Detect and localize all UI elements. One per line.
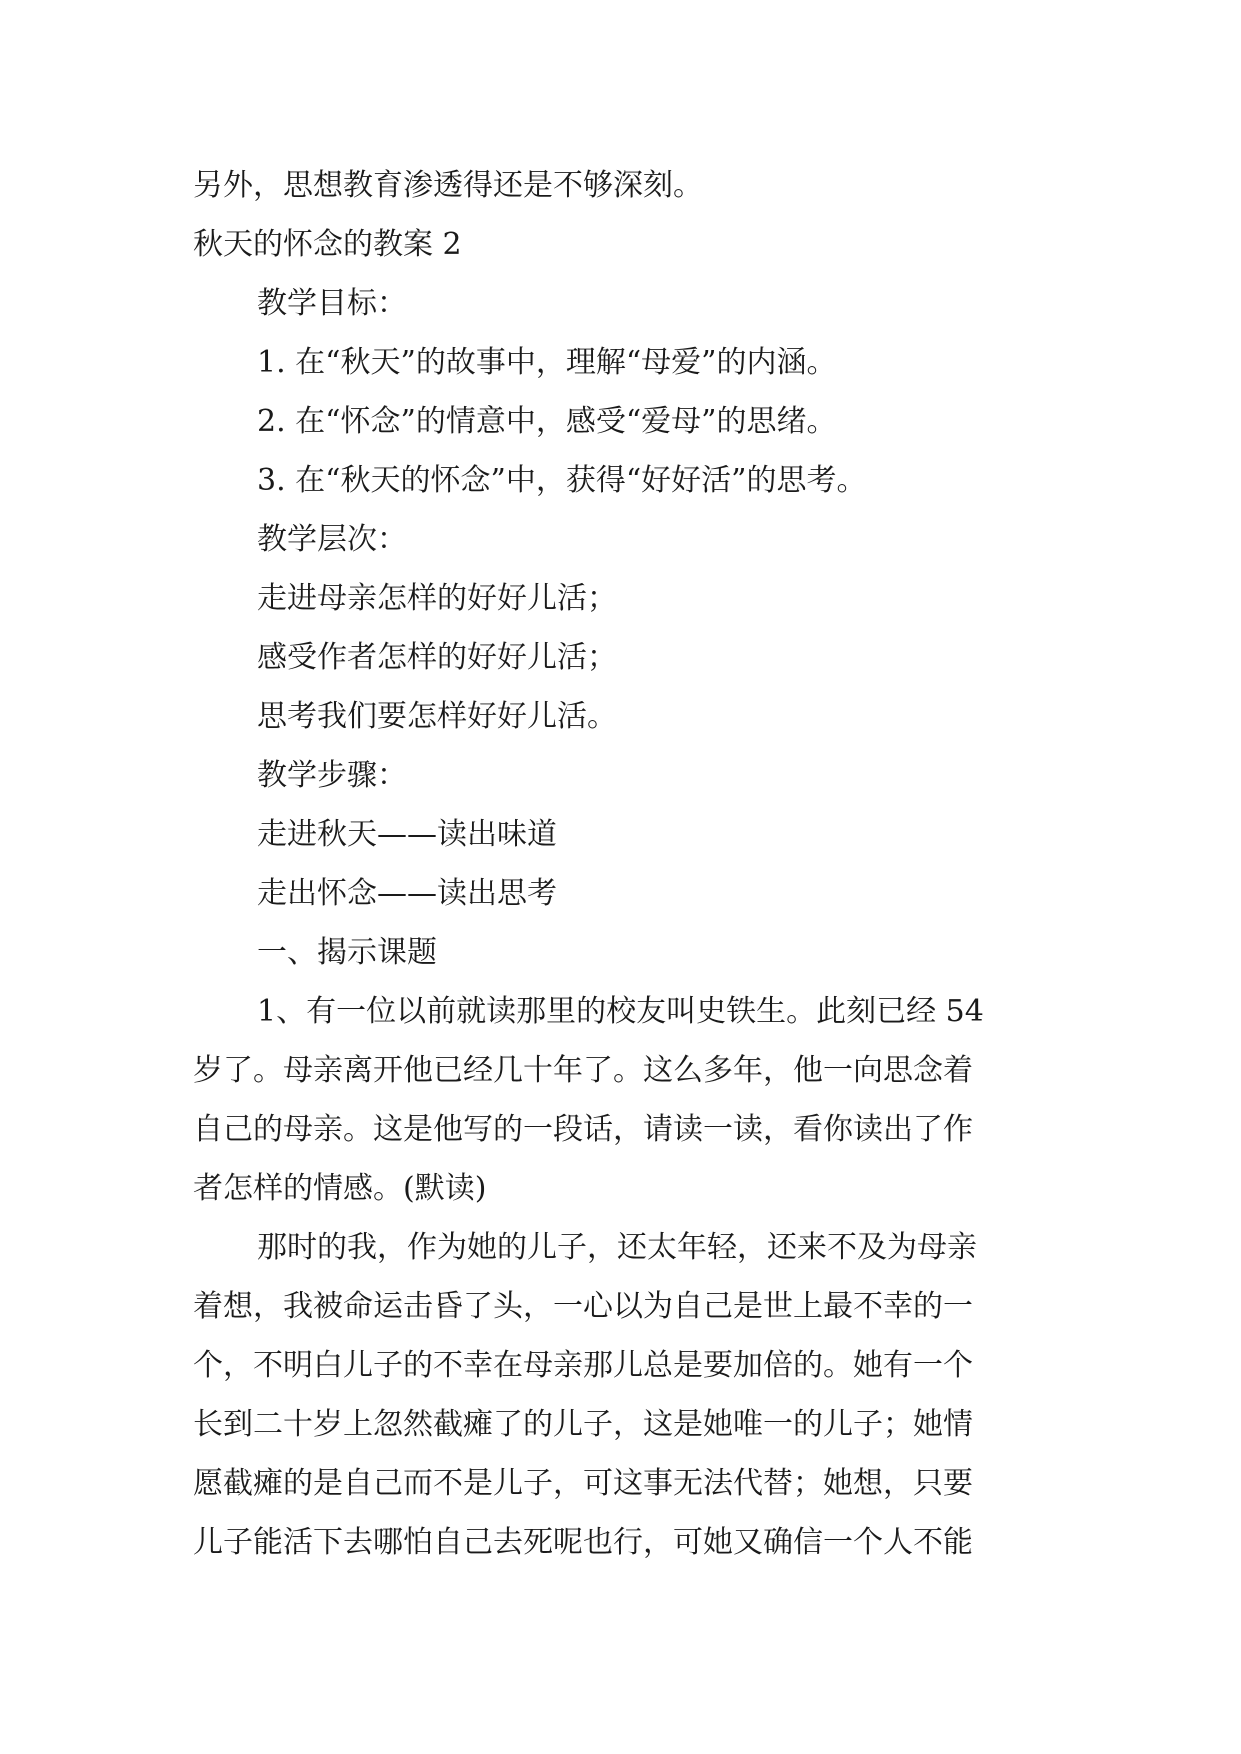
- step-item: 走进秋天——读出味道: [257, 817, 557, 852]
- levels-heading: 教学层次：: [257, 522, 407, 557]
- paragraph: [193, 982, 1053, 1218]
- paragraph-line: 愿截瘫的是自己而不是儿子，可这事无法代替；她想，只要: [193, 1466, 973, 1501]
- step-item: 走出怀念——读出思考: [257, 876, 557, 911]
- lesson-title: 秋天的怀念的教案 2: [193, 227, 462, 262]
- paragraph-line: 者怎样的情感。(默读): [193, 1171, 487, 1206]
- paragraph-line: 岁了。母亲离开他已经几十年了。这么多年，他一向思念着: [193, 1053, 973, 1088]
- level-item: 思考我们要怎样好好儿活。: [257, 699, 617, 734]
- quoted-paragraph: [193, 1218, 1053, 1572]
- objectives-heading: 教学目标：: [257, 286, 407, 321]
- level-item: 走进母亲怎样的好好儿活；: [257, 581, 617, 616]
- paragraph-line: 自己的母亲。这是他写的一段话，请读一读，看你读出了作: [193, 1112, 973, 1147]
- paragraph-line: 个，不明白儿子的不幸在母亲那儿总是要加倍的。她有一个: [193, 1348, 973, 1383]
- objective-item: 2. 在“怀念”的情意中，感受“爱母”的思绪。: [257, 404, 837, 439]
- text-line: 另外，思想教育渗透得还是不够深刻。: [193, 168, 703, 203]
- paragraph-line: 那时的我，作为她的儿子，还太年轻，还来不及为母亲: [257, 1230, 977, 1265]
- paragraph-line: 儿子能活下去哪怕自己去死呢也行，可她又确信一个人不能: [193, 1525, 973, 1560]
- objective-item: 3. 在“秋天的怀念”中，获得“好好活”的思考。: [257, 463, 867, 498]
- steps-heading: 教学步骤：: [257, 758, 407, 793]
- objective-item: 1. 在“秋天”的故事中，理解“母爱”的内涵。: [257, 345, 837, 380]
- paragraph-line: 长到二十岁上忽然截瘫了的儿子，这是她唯一的儿子；她情: [193, 1407, 973, 1442]
- paragraph-line: 1、有一位以前就读那里的校友叫史铁生。此刻已经 54: [257, 994, 984, 1029]
- section-heading: 一、揭示课题: [257, 935, 437, 970]
- document-body: [193, 156, 1053, 1572]
- level-item: 感受作者怎样的好好儿活；: [257, 640, 617, 675]
- paragraph-line: 着想，我被命运击昏了头，一心以为自己是世上最不幸的一: [193, 1289, 973, 1324]
